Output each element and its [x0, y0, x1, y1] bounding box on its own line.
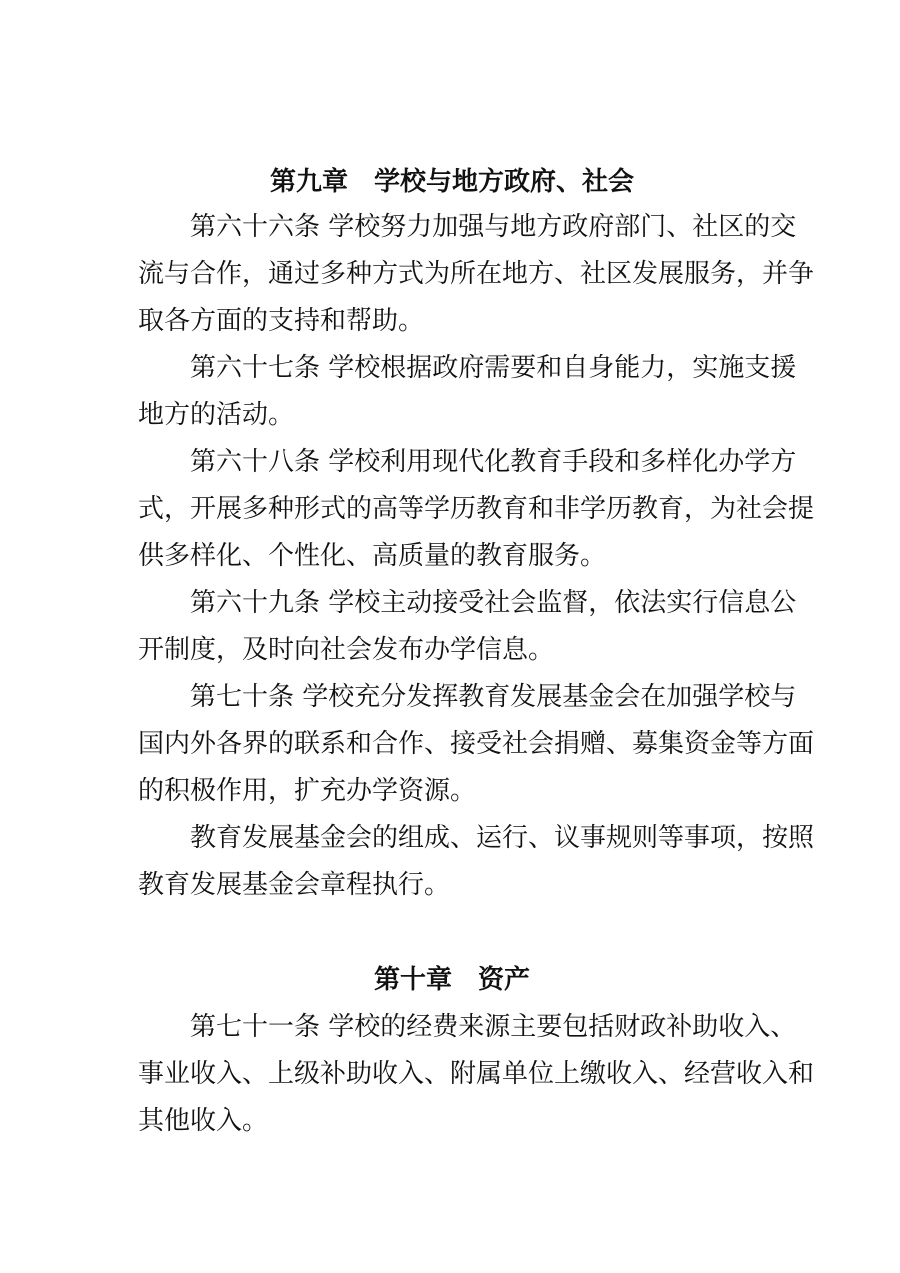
- article-68-line-2: 式，开展多种形式的高等学历教育和非学历教育，为社会提: [138, 494, 815, 524]
- article-67-line-1: 第六十七条 学校根据政府需要和自身能力，实施支援: [190, 353, 797, 383]
- article-66-line-2: 流与合作，通过多种方式为所在地方、社区发展服务，并争: [138, 259, 815, 289]
- chapter-9-title: 学校与地方政府、社会: [374, 167, 635, 197]
- article-71-line-3: 其他收入。: [138, 1106, 269, 1136]
- article-68-line-3: 供多样化、个性化、高质量的教育服务。: [138, 541, 607, 571]
- article-69-line-2: 开制度，及时向社会发布办学信息。: [138, 635, 555, 665]
- article-70-line-3: 的积极作用，扩充办学资源。: [138, 776, 477, 806]
- chapter-10-heading: [0, 964, 900, 996]
- article-71-line-1: 第七十一条 学校的经费来源主要包括财政补助收入、: [190, 1012, 797, 1042]
- chapter-9-number: 第九章: [269, 167, 348, 197]
- article-70-line-2: 国内外各界的联系和合作、接受社会捐赠、募集资金等方面: [138, 729, 815, 759]
- article-67-line-2: 地方的活动。: [138, 400, 295, 430]
- article-69-line-1: 第六十九条 学校主动接受社会监督，依法实行信息公: [190, 588, 797, 618]
- article-70-line-1: 第七十条 学校充分发挥教育发展基金会在加强学校与: [190, 682, 797, 712]
- chapter-10-number: 第十章: [373, 965, 452, 995]
- article-71-line-2: 事业收入、上级补助收入、附属单位上缴收入、经营收入和: [138, 1059, 815, 1089]
- article-66-line-1: 第六十六条 学校努力加强与地方政府部门、社区的交: [190, 212, 797, 242]
- article-70-para-2-line-1: 教育发展基金会的组成、运行、议事规则等事项，按照: [190, 823, 815, 853]
- article-70-para-2-line-2: 教育发展基金会章程执行。: [138, 870, 451, 900]
- article-66-line-3: 取各方面的支持和帮助。: [138, 306, 425, 336]
- article-68-line-1: 第六十八条 学校利用现代化教育手段和多样化办学方: [190, 447, 797, 477]
- chapter-10-title: 资产: [478, 965, 531, 995]
- chapter-9-heading: [0, 166, 900, 198]
